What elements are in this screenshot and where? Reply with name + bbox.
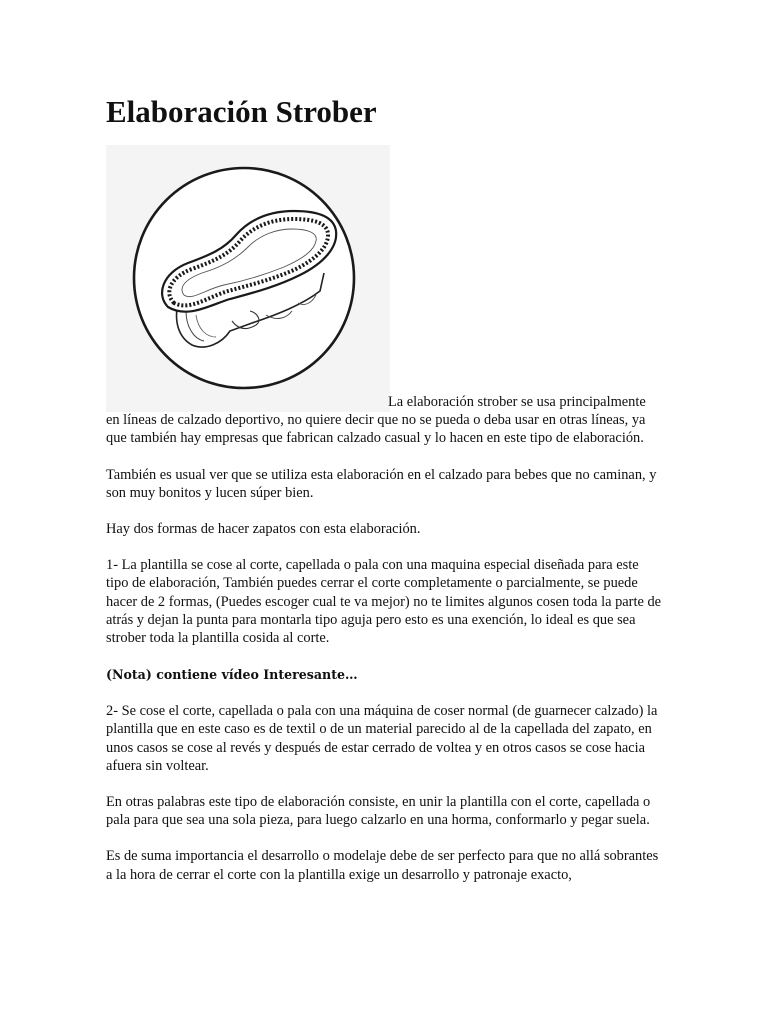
paragraph-method-one: 1- La plantilla se cose al corte, capellada o pala con una maquina especial diseñada para este tipo de elaboración, También puedes cerrar el corte completamente o parcialmente, se puede hacer de 2 formas, (Puedes escoger cual te va mejor) no te limites algunos cosen toda la parte de atrás y dejan la punta para montarla tipo aguja pero esto es una exención, lo ideal es que sea strober toda la plantilla cosida al corte.: [106, 557, 662, 647]
paragraph-method-two: 2- Se cose el corte, capellada o pala con una máquina de coser normal (de guarnecer calzado) la plantilla que en este caso es de textil o de un material parecido al de la capellada del zapato, en unos casos se cose al revés y después de estar cerrado de voltea y en otros casos se cose hacia afuera sin voltear.: [106, 703, 658, 774]
paragraph-two-ways: Hay dos formas de hacer zapatos con esta elaboración.: [106, 521, 421, 538]
intro-rest: en líneas de calzado deportivo, no quiere decir que no se pueda o deba usar en otras líneas, ya que también hay empresas que fabrican calzado casual y lo hacen en este tipo de elaboración.: [106, 412, 646, 447]
paragraph-importance: Es de suma importancia el desarrollo o modelaje debe de ser perfecto para que no allá sobrantes a la hora de cerrar el corte con la plantilla exige un desarrollo y patronaje exacto,: [106, 848, 659, 883]
video-note: (Nota) contiene vídeo Interesante…: [106, 667, 358, 683]
document-title: Elaboración Strober: [106, 94, 377, 129]
figure-row: [106, 145, 662, 412]
shoe-sole-stitched-illustration-icon: [106, 145, 390, 412]
intro-paragraph: [106, 393, 662, 448]
intro-first-line: La elaboración strober se usa principalmente: [388, 394, 646, 410]
paragraph-babies: También es usual ver que se utiliza esta elaboración en el calzado para bebes que no caminan, y son muy bonitos y lucen súper bien.: [106, 466, 657, 501]
paragraph-summary: En otras palabras este tipo de elaboración consiste, en unir la plantilla con el corte, capellada o pala para que sea una sola pieza, para luego calzarlo en una horma, conformarlo y pegar suela.: [106, 794, 651, 829]
document-page: [106, 92, 662, 884]
